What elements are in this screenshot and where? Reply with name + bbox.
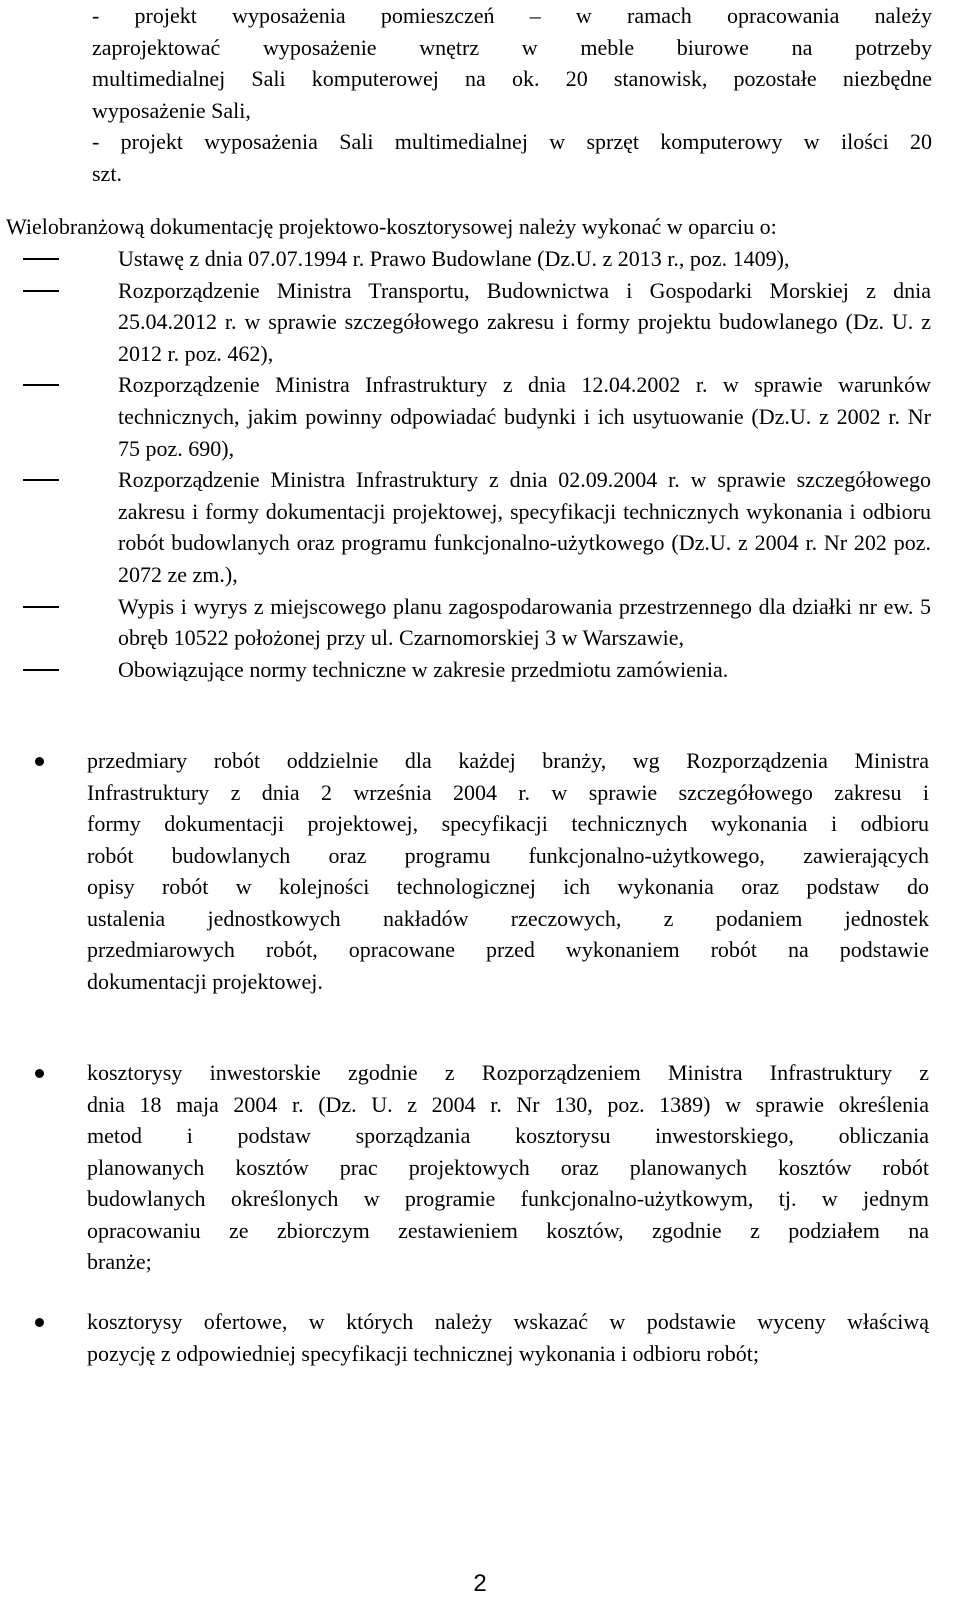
text-line: branże; <box>87 1249 152 1274</box>
text-line: pozycję z odpowiedniej specyfikacji technicznej wykonania i odbioru robót; <box>87 1340 759 1366</box>
bullet-text <box>87 745 929 997</box>
text-line: ustalenia jednostkowych nakładów rzeczowych, z podaniem jednostek <box>87 905 929 931</box>
text-line: opisy robót w kolejności technologicznej ich wykonania oraz podstaw do <box>87 874 929 899</box>
legal-basis-list <box>0 243 960 685</box>
list-item <box>0 275 931 370</box>
list-item-text: Ustawę z dnia 07.07.1994 r. Prawo Budowlane (Dz.U. z 2013 r., poz. 1409), <box>118 246 790 271</box>
equipment-paragraph <box>92 0 932 190</box>
text-line: budowlanych określonych w programie funkcjonalno-użytkowym, tj. w jednym <box>87 1186 929 1211</box>
list-item-text: Rozporządzenie Ministra Transportu, Budownictwa i Gospodarki Morskiej z dnia 25.04.2012 r. w sprawie szczegółowego zakresu i formy projektu budowlanego (Dz. U. z 2012 r. poz. 462), <box>118 277 931 366</box>
list-item-text: Wypis i wyrys z miejscowego planu zagospodarowania przestrzennego dla działki nr ew. 5 obręb 10522 położonej przy ul. Czarnomorskiej 3 w Warszawie, <box>118 593 931 651</box>
text-line: dokumentacji projektowej. <box>87 968 323 994</box>
intro-sentence: Wielobranżową dokumentację projektowo-kosztorysowej należy wykonać w oparciu o: <box>6 214 777 239</box>
text-line: metod i podstaw sporządzania kosztorysu inwestorskiego, obliczania <box>87 1123 929 1148</box>
dash-icon <box>23 258 59 260</box>
dash-icon <box>23 669 59 671</box>
list-item <box>0 464 931 590</box>
text-line: multimedialnej Sali komputerowej na ok. 20 stanowisk, pozostałe niezbędne <box>92 66 932 92</box>
page-number: 2 <box>473 1570 487 1597</box>
text-line: Infrastruktury z dnia 2 września 2004 r. w sprawie szczegółowego zakresu i <box>87 779 929 805</box>
list-item <box>0 591 931 654</box>
text-line: przedmiarowych robót, opracowane przed wykonaniem robót na podstawie <box>87 937 929 962</box>
list-item-text: Rozporządzenie Ministra Infrastruktury z dnia 12.04.2002 r. w sprawie warunków technicznych, jakim powinny odpowiadać budynki i ich usytuowanie (Dz.U. z 2002 r. Nr 75 poz. 690), <box>118 372 931 461</box>
dash-icon <box>23 384 59 386</box>
dash-icon <box>23 290 59 292</box>
text-line: przedmiary robót oddzielnie dla każdej branży, wg Rozporządzenia Ministra <box>87 748 929 773</box>
bullet-text <box>87 1306 929 1369</box>
text-line: planowanych kosztów prac projektowych oraz planowanych kosztów robót <box>87 1154 929 1180</box>
bullet-text <box>87 1057 929 1278</box>
text-line: opracowaniu ze zbiorczym zestawieniem kosztów, zgodnie z podziałem na <box>87 1217 929 1243</box>
bullet-icon <box>35 757 44 766</box>
text-line: kosztorysy ofertowe, w których należy wskazać w podstawie wyceny właściwą <box>87 1309 929 1334</box>
text-line: kosztorysy inwestorskie zgodnie z Rozporządzeniem Ministra Infrastruktury z <box>87 1060 929 1085</box>
text-line: formy dokumentacji projektowej, specyfikacji technicznych wykonania i odbioru <box>87 811 929 836</box>
text-line: - projekt wyposażenia pomieszczeń – w ramach opracowania należy <box>92 3 932 28</box>
text-line: szt. <box>92 160 122 186</box>
dash-icon <box>23 606 59 608</box>
list-item <box>0 243 931 275</box>
dash-icon <box>23 479 59 481</box>
text-line: wyposażenie Sali, <box>92 97 251 123</box>
text-line: - projekt wyposażenia Sali multimedialnej w sprzęt komputerowy w ilości 20 <box>92 129 932 155</box>
list-item-text: Obowiązujące normy techniczne w zakresie przedmiotu zamówienia. <box>118 656 729 682</box>
list-item-text: Rozporządzenie Ministra Infrastruktury z dnia 02.09.2004 r. w sprawie szczegółowego zakresu i formy dokumentacji projektowej, specyfikacji technicznych wykonania i odbioru robót budowlanych oraz programu funkcjonalno-użytkowego (Dz.U. z 2004 r. Nr 202 poz. 2072 ze zm.), <box>118 467 931 587</box>
list-item <box>0 654 931 686</box>
text-line: robót budowlanych oraz programu funkcjonalno-użytkowego, zawierających <box>87 842 929 868</box>
text-line: dnia 18 maja 2004 r. (Dz. U. z 2004 r. Nr 130, poz. 1389) w sprawie określenia <box>87 1091 929 1117</box>
bullet-icon <box>35 1318 44 1327</box>
text-line: zaprojektować wyposażenie wnętrz w meble biurowe na potrzeby <box>92 34 932 60</box>
bullet-icon <box>35 1069 44 1078</box>
list-item <box>0 369 931 464</box>
